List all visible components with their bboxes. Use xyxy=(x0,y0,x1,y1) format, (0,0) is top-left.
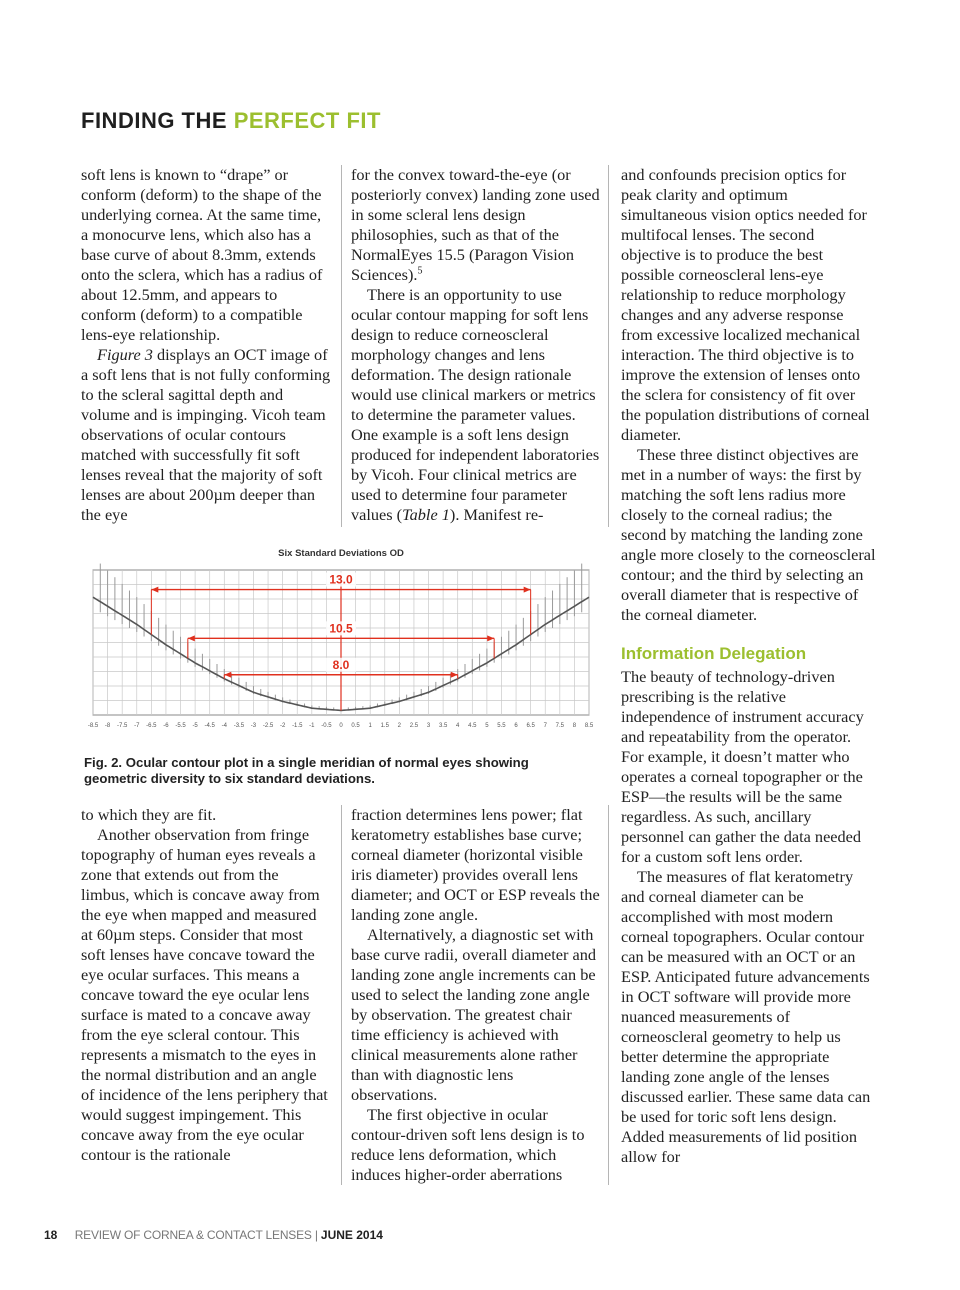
paragraph xyxy=(351,165,601,285)
diameter-label: 13.0 xyxy=(329,572,353,587)
paragraph-text: for the convex toward-the-eye (or posteriorly convex) landing zone used in some scleral lens design philosophies, such as that of the NormalEyes 15.5 (Paragon Vision Sciences). xyxy=(351,165,600,284)
x-tick-label: -3 xyxy=(250,723,257,729)
x-tick-label: 7.5 xyxy=(555,723,564,729)
paragraph-text: ). Manifest re- xyxy=(449,505,544,524)
arrow-head-left xyxy=(224,672,231,678)
paragraph xyxy=(81,345,331,525)
x-tick-label: 8 xyxy=(572,723,577,729)
table-reference: Table 1 xyxy=(402,505,450,524)
x-tick-label: 5.5 xyxy=(497,723,506,729)
diameter-label: 8.0 xyxy=(332,657,350,672)
page-number: 18 xyxy=(44,1228,58,1242)
header-title-main: FINDING THE xyxy=(81,108,228,133)
column-rule xyxy=(341,805,342,1185)
x-tick-label: 8.5 xyxy=(584,723,594,729)
header-title-accent: PERFECT FIT xyxy=(233,108,381,133)
footer-separator: | xyxy=(311,1228,321,1242)
figure-2 xyxy=(81,540,601,760)
x-tick-label: 3 xyxy=(426,723,431,729)
x-tick-label: -1.5 xyxy=(292,723,303,729)
x-tick-label: -1 xyxy=(309,723,315,729)
column-rule xyxy=(608,805,609,1185)
paragraph: These three distinct objectives are met in a number of ways: the first by matching the soft lens radius more closely to the corneal radius; the second by matching the landing zone angle more closely to the corneoscleral contour; and the third by selecting an overall diameter that is respective of the corneal diameter. xyxy=(621,445,876,624)
paragraph: Another observation from fringe topography of human eyes reveals a zone that extends out from the limbus, which is concave away from the eye when mapped and measured at 60µm steps. Consider that most soft lenses have concave toward the eye ocular surfaces. This means a concave toward the eye ocular lens surface is mated to a concave away from the eye scleral contour. This represents a mismatch to the eyes in the normal distribution and an angle of incidence of the lens periphery that would suggest impingement. This concave away from the eye ocular contour is the rationale xyxy=(81,825,328,1164)
arrow-head-right xyxy=(451,672,458,678)
reference-superscript: 5 xyxy=(417,265,423,277)
column-1-bottom xyxy=(81,805,331,1165)
paragraph: The measures of flat keratometry and corneal diameter can be accomplished with most modern corneal topographers. Ocular contour can be measured with an OCT or an ESP. Anticipated future advancements in OCT software will provide more nuanced measurements of corneoscleral geometry to help us better determine the appropriate landing zone angle of the lenses discussed earlier. These same data can be used for toric soft lens design. Added measurements of lid position allow for xyxy=(621,867,871,1166)
figure-reference: Figure 3 xyxy=(97,345,153,364)
x-tick-label: 1 xyxy=(368,723,372,729)
x-tick-label: -6 xyxy=(163,723,169,729)
x-tick-label: -8.5 xyxy=(87,723,99,729)
x-tick-label: -8 xyxy=(104,723,111,729)
page-footer xyxy=(44,1228,383,1242)
x-tick-label: 1.5 xyxy=(380,723,389,729)
x-tick-label: 4.5 xyxy=(468,723,477,729)
x-tick-label: -4 xyxy=(221,723,227,729)
paragraph: and confounds precision optics for peak clarity and optimum simultaneous vision optics needed for multifocal lenses. The second objective is to produce the best possible corneoscleral lens-eye relationship to reduce morphology changes and any adverse response from excessive localized mechanical interaction. The third objective is to improve the extension of lenses onto the sclera for consistency of fit over the population distributions of corneal diameter. xyxy=(621,165,870,444)
column-3 xyxy=(621,165,876,1167)
x-tick-label: -7.5 xyxy=(117,723,128,729)
x-tick-label: 5 xyxy=(485,723,489,729)
paragraph: soft lens is known to “drape” or conform (deform) to the shape of the underlying cornea. At the same time, a monocurve lens, which also has a base curve of about 8.3mm, extends onto the sclera, which has a radius of about 12.5mm, and appears to conform (deform) to a compatible lens-eye relationship. xyxy=(81,165,323,344)
x-tick-label: -5.5 xyxy=(175,723,186,729)
section-heading: Information Delegation xyxy=(621,644,807,663)
paragraph xyxy=(351,285,601,525)
running-header xyxy=(81,108,381,134)
x-tick-label: -2.5 xyxy=(262,723,274,729)
paragraph-text: displays an OCT image of a soft lens that is not fully conforming to the scleral sagittal depth and volume and is impinging. Vicoh team observations of ocular contours matched with successfully fit soft lenses reveal that the majority of soft lenses are about 200µm deeper than the eye xyxy=(81,345,331,524)
column-1-top xyxy=(81,165,331,525)
figure-caption: Fig. 2. Ocular contour plot in a single meridian of normal eyes showing geometric diversity to six standard deviations. xyxy=(84,755,529,786)
paragraph: The first objective in ocular contour-driven soft lens design is to reduce lens deformation, which induces higher-order aberrations xyxy=(351,1105,585,1184)
publication-name: REVIEW OF CORNEA & CONTACT LENSES xyxy=(74,1228,312,1242)
column-2-top xyxy=(351,165,601,525)
x-tick-label: -7 xyxy=(134,723,140,729)
chart-title: Six Standard Deviations OD xyxy=(278,548,404,559)
paragraph: Alternatively, a diagnostic set with base curve radii, overall diameter and landing zone angle increments can be used to select the landing zone angle by observation. The greatest chair time efficiency is achieved with clinical measurements alone rather than with diagnostic lens observations. xyxy=(351,925,597,1104)
arrow-head-left xyxy=(151,587,158,593)
x-tick-label: 6.5 xyxy=(526,723,535,729)
column-rule xyxy=(341,165,342,527)
x-tick-label: 7 xyxy=(543,723,547,729)
diameter-label: 10.5 xyxy=(329,621,353,636)
column-2-bottom xyxy=(351,805,601,1185)
x-tick-label: -4.5 xyxy=(204,723,215,729)
arrow-head-right xyxy=(487,635,494,641)
x-tick-label: -0.5 xyxy=(321,723,332,729)
x-tick-label: 0.5 xyxy=(351,723,360,729)
x-tick-labels xyxy=(88,723,594,729)
diameter-arrows xyxy=(151,573,530,711)
issue-date: JUNE 2014 xyxy=(320,1228,383,1242)
x-tick-label: 2 xyxy=(397,723,402,729)
x-tick-label: 3.5 xyxy=(438,723,448,729)
x-tick-label: -2 xyxy=(279,723,286,729)
paragraph: The beauty of technology-driven prescribing is the relative independence of instrument accuracy and repeatability from the operator. For example, it doesn’t matter who operates a corneal topographer or the ESP—the results will be the same regardless. As such, ancillary personnel can gather the data needed for a custom soft lens order. xyxy=(621,667,864,866)
x-tick-label: 0 xyxy=(339,723,343,729)
x-tick-label: -3.5 xyxy=(233,723,245,729)
arrow-head-left xyxy=(188,635,195,641)
x-tick-label: 4 xyxy=(456,723,460,729)
x-tick-label: -6.5 xyxy=(146,723,157,729)
x-tick-label: -5 xyxy=(192,723,198,729)
paragraph: fraction determines lens power; flat keratometry establishes base curve; corneal diameter (horizontal visible iris diameter) provides overall lens diameter; and OCT or ESP reveals the landing zone angle. xyxy=(351,805,600,924)
paragraph: to which they are fit. xyxy=(81,805,217,824)
column-rule xyxy=(608,165,609,527)
paragraph-text: There is an opportunity to use ocular contour mapping for soft lens design to reduce corneoscleral morphology changes and lens deformation. The design rationale would use clinical markers or metrics to determine the parameter values. One example is a soft lens design produced for independent laboratories by Vicoh. Four clinical metrics are used to determine four parameter values ( xyxy=(351,285,600,524)
ocular-contour-chart xyxy=(81,540,601,755)
arrow-head-right xyxy=(524,587,531,593)
x-tick-label: 6 xyxy=(514,723,518,729)
x-tick-label: 2.5 xyxy=(409,723,419,729)
